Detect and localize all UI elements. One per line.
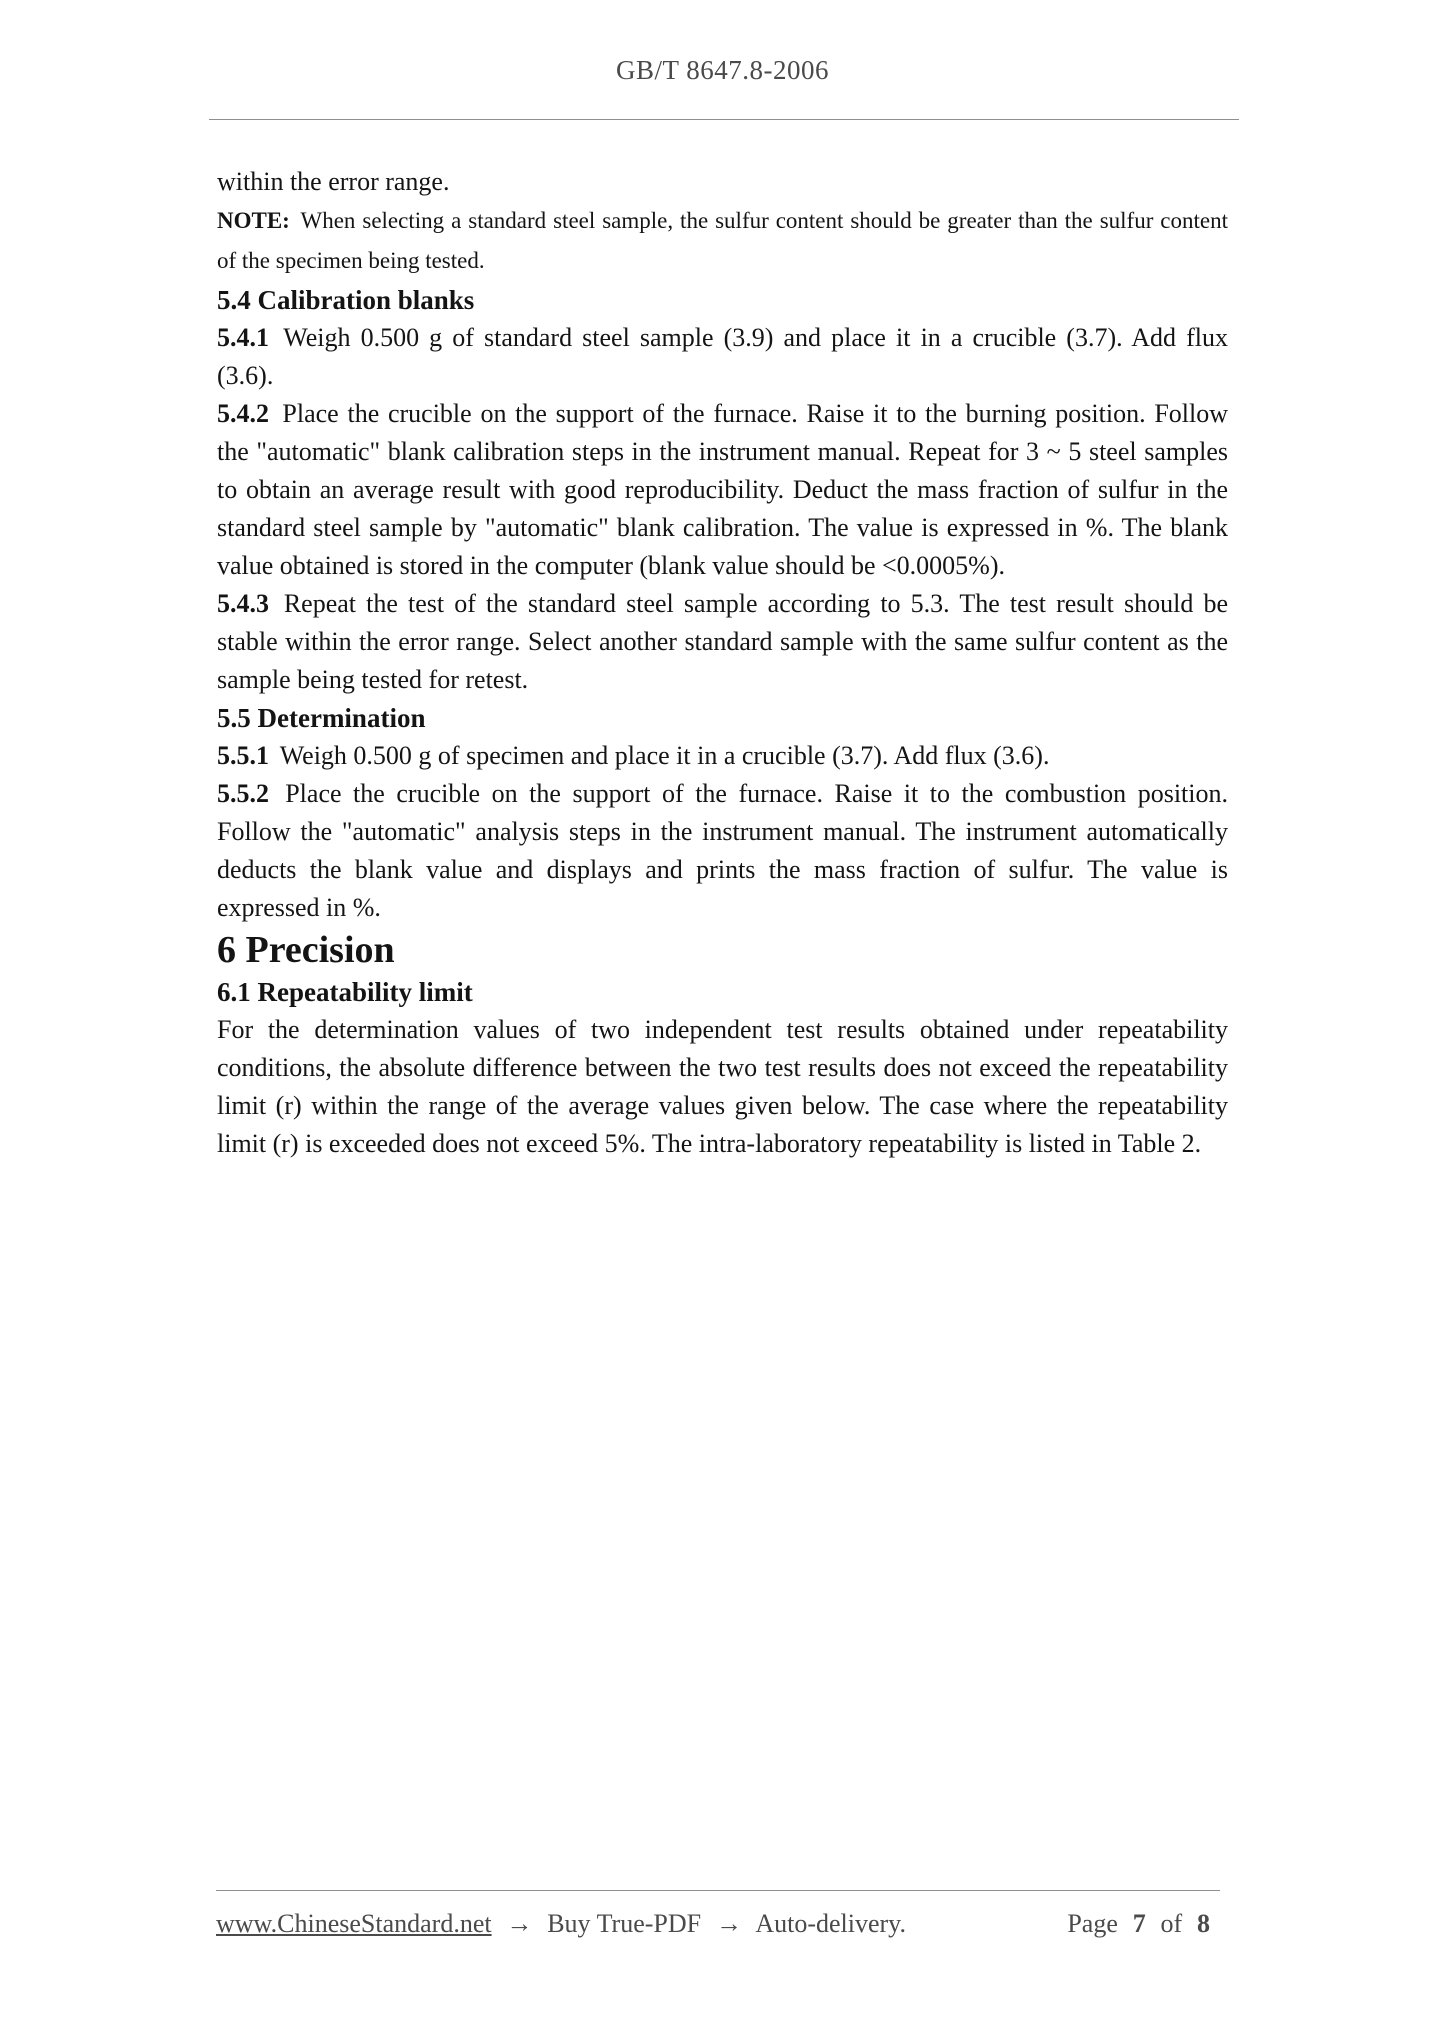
clause-text-5-4-3: Repeat the test of the standard steel sample according to 5.3. The test result should be stable within the error range. Select another standard sample with the same sulfur content as the sample being tested for retest.: [217, 589, 1229, 694]
heading-5-5: 5.5 Determination: [217, 703, 426, 733]
arrow-right-icon: →: [506, 1909, 533, 1938]
note-label: NOTE:: [217, 208, 290, 233]
paragraph-5-4-3: [217, 585, 1228, 699]
page-number-indicator: [1067, 1905, 1220, 1943]
footer-rule: [216, 1890, 1220, 1891]
doc-number: GB/T 8647.8-2006: [615, 55, 829, 85]
page-total-number: 8: [1197, 1909, 1210, 1938]
document-body: [217, 120, 1228, 1163]
heading-6-1: 6.1 Repeatability limit: [217, 977, 473, 1007]
heading-5-4: 5.4 Calibration blanks: [217, 285, 475, 315]
paragraph-5-4-2: [217, 395, 1228, 585]
clause-text-5-4-1: Weigh 0.500 g of standard steel sample (3.9) and place it in a crucible (3.7). Add flux (3.6).: [217, 323, 1229, 390]
footer-website-link[interactable]: www.ChineseStandard.net: [216, 1909, 492, 1938]
clause-number-5-4-1: 5.4.1: [217, 323, 269, 352]
footer-delivery-label: Auto-delivery.: [755, 1909, 906, 1938]
clause-text-5-5-2: Place the crucible on the support of the furnace. Raise it to the combustion position. Follow the "automatic" analysis steps in the instrument manual. The instrument automatically deducts the blank value and displays and prints the mass fraction of sulfur. The value is expressed in %.: [217, 779, 1229, 922]
arrow-right-icon: →: [715, 1909, 742, 1938]
paragraph-5-5-1: [217, 737, 1228, 775]
heading-6: 6 Precision: [217, 929, 395, 971]
clause-number-5-4-3: 5.4.3: [217, 589, 269, 618]
footer-source-line: [216, 1905, 906, 1943]
paragraph-5-5-2: [217, 775, 1228, 927]
clause-text-5-5-1: Weigh 0.500 g of specimen and place it in a crucible (3.7). Add flux (3.6).: [279, 741, 1050, 770]
clause-text-5-4-2: Place the crucible on the support of the furnace. Raise it to the burning position. Follow the "automatic" blank calibration steps in the instrument manual. Repeat for 3 ~ 5 steel samples to obtain an average result with good reproducibility. Deduct the mass fraction of sulfur in the standard steel sample by "automatic" blank calibration. The value is expressed in %. The blank value obtained is stored in the computer (blank value should be <0.0005%).: [217, 399, 1229, 580]
clause-number-5-5-1: 5.5.1: [217, 741, 269, 770]
note-text: When selecting a standard steel sample, the sulfur content should be greater than the sulfur content of the specimen being tested.: [217, 208, 1228, 273]
note-paragraph: [217, 201, 1228, 281]
page-of-word: of: [1160, 1909, 1183, 1938]
clause-number-5-5-2: 5.5.2: [217, 779, 269, 808]
clause-number-5-4-2: 5.4.2: [217, 399, 269, 428]
page-word: Page: [1067, 1909, 1118, 1938]
page-footer: [216, 1905, 1220, 1943]
paragraph-intro: within the error range.: [217, 167, 450, 196]
footer-buy-label: Buy True-PDF: [547, 1909, 702, 1938]
paragraph-5-4-1: [217, 319, 1228, 395]
page-current-number: 7: [1132, 1909, 1146, 1938]
paragraph-6-1: For the determination values of two independent test results obtained under repeatability conditions, the absolute difference between the two test results does not exceed the repeatability limit (r) within the range of the average values given below. The case where the repeatability limit (r) is exceeded does not exceed 5%. The intra-laboratory repeatability is listed in Table 2.: [217, 1015, 1228, 1158]
